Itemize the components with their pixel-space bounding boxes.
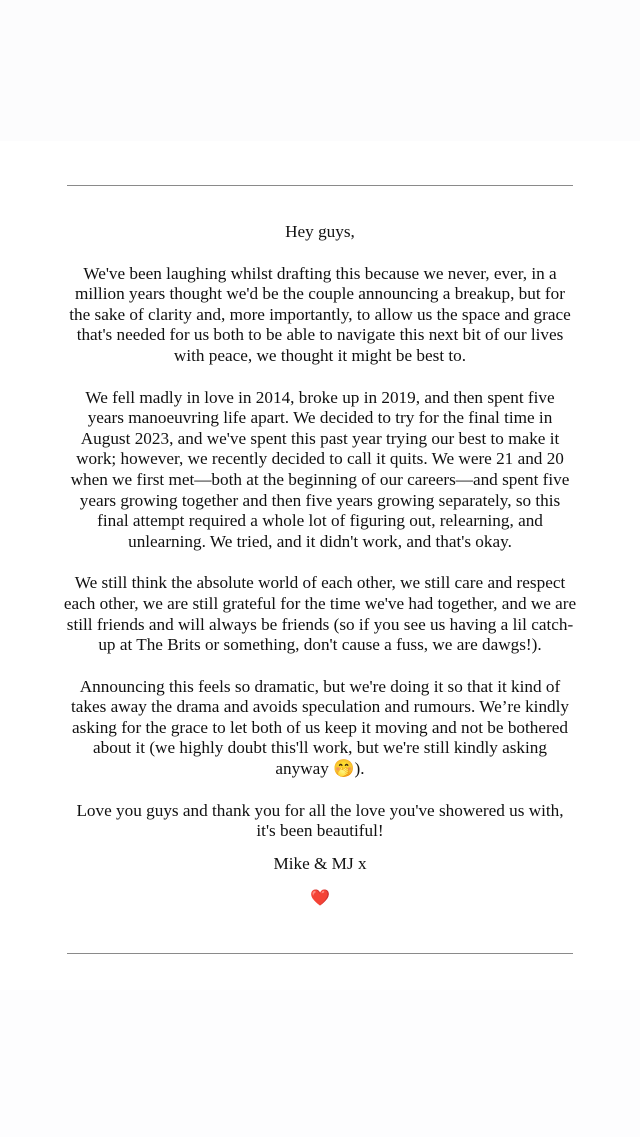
paragraph-2: We fell madly in love in 2014, broke up in 2019, and then spent five years manoeuvring life apart. We decided to try for the final time in August 2023, and we've spent this past year trying our best to make it work; however, we recently decided to call it quits. We were 21 and 20 when we first met—both at the beginning of our careers—and spent five years growing together and then five years growing separately, so this final attempt required a whole lot of figuring out, relearning, and unlearning. We tried, and it didn't work, and that's okay. [70,387,570,551]
greeting-text: Hey guys, [285,222,355,241]
paragraph-4: Announcing this feels so dramatic, but we're doing it so that it kind of takes away the drama and avoids speculation and rumours. We’re kindly asking for the grace to let both of us keep it moving and not be bothered about it (we highly doubt this'll work, but we're still kindly asking anyway 🤭). [70,676,570,779]
signature-text: Mike & MJ x [273,853,367,873]
paragraph-1: We've been laughing whilst drafting this because we never, ever, in a million years thought we'd be the couple announcing a breakup, but for the sake of clarity and, more importantly, to allow us the space and grace that's needed for us both to be able to navigate this next bit of our lives with peace, we thought it might be best to. [69,263,571,365]
red-heart-icon: ❤️ [310,888,330,908]
closing-text: Love you guys and thank you for all the love you've showered us with, it's been beautiful! [76,800,564,841]
top-divider [67,185,573,186]
note-body [62,222,578,908]
paragraph-3: We still think the absolute world of each other, we still care and respect each other, we are still grateful for the time we've had together, and we are still friends and will always be friends (so if you see us having a lil catch-up at The Brits or something, don't cause a fuss, we are dawgs!). [63,573,577,655]
bottom-divider [67,953,573,954]
heart-line [62,888,578,908]
